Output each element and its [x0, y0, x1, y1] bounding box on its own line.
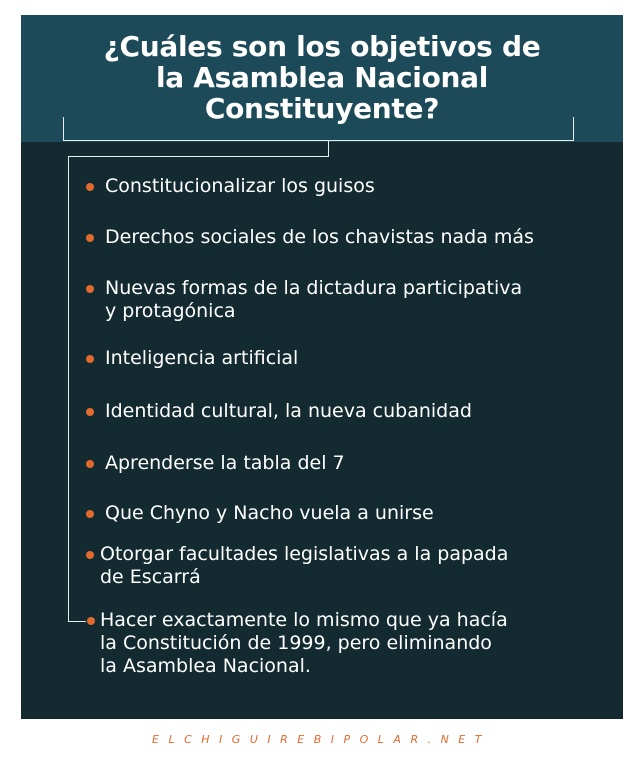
connector-horizontal: [68, 156, 329, 157]
list-item: Que Chyno y Nacho vuela a unirse: [105, 502, 434, 524]
list-trunk-line: [68, 156, 69, 621]
list-trunk-foot: [68, 621, 86, 622]
connector-stem: [328, 141, 329, 156]
bullet-dot: [87, 617, 95, 625]
list-item: Inteligencia artificial: [105, 347, 299, 369]
list-item: Identidad cultural, la nueva cubanidad: [105, 400, 472, 422]
bullet-dot: [86, 510, 94, 518]
bullet-dot: [86, 408, 94, 416]
list-item: Nuevas formas de la dictadura participativa y protagónica: [105, 277, 523, 322]
list-item: Derechos sociales de los chavistas nada más: [105, 226, 534, 248]
title-bracket: [63, 117, 574, 141]
bullet-dot: [86, 183, 94, 191]
list-item: Hacer exactamente lo mismo que ya hacía la Constitución de 1999, pero eliminando la Asamblea Nacional.: [100, 609, 508, 677]
list-item: Aprenderse la tabla del 7: [105, 452, 345, 474]
page-title: ¿Cuáles son los objetivos de la Asamblea Nacional Constituyente?: [103, 30, 541, 125]
site-credit: ELCHIGUIREBIPOLAR.NET: [152, 733, 491, 746]
list-item: Constitucionalizar los guisos: [105, 175, 375, 197]
bullet-dot: [86, 551, 94, 559]
bullet-dot: [86, 285, 94, 293]
bullet-dot: [86, 460, 94, 468]
infographic-card: [21, 15, 623, 719]
bullet-dot: [86, 355, 94, 363]
bullet-dot: [86, 234, 94, 242]
list-item: Otorgar facultades legislativas a la papada de Escarrá: [100, 543, 509, 588]
